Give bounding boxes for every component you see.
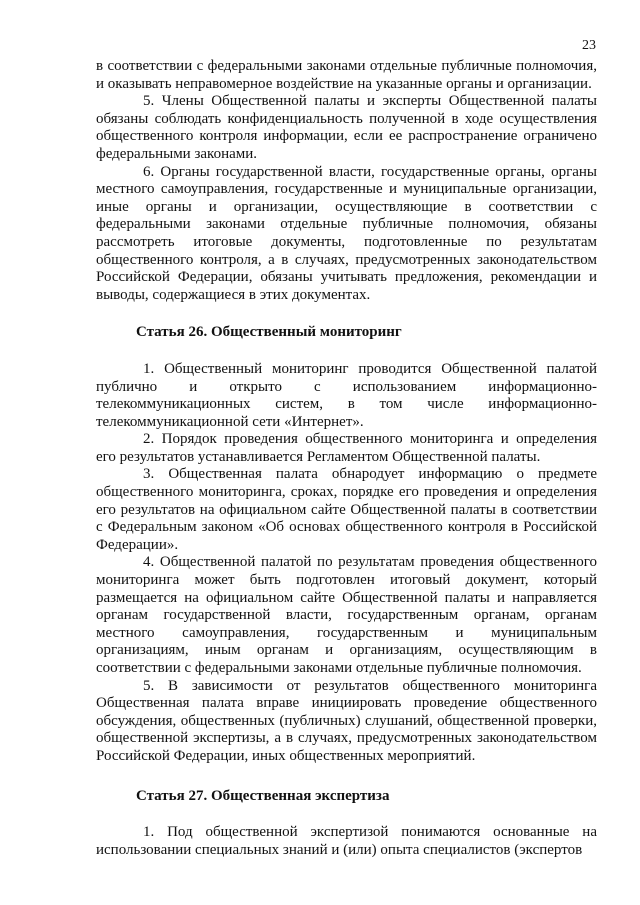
article-26-paragraph-5: 5. В зависимости от результатов общественного мониторинга Общественная палата вправе инициировать проведение общественного обсуждения, общественных (публичных) слушаний, общественной проверки, общественной экспертизы, а в случаях, предусмотренных законодательством Российской Федерации, иных общественных мероприятий.: [96, 677, 597, 764]
paragraph-confidentiality: 5. Члены Общественной палаты и эксперты Общественной палаты обязаны соблюдать конфиденциальность полученной в ходе осуществления общественного контроля информации, если ее распространение ограничено федеральными законами.: [96, 93, 597, 162]
article-26-heading: Статья 26. Общественный мониторинг: [136, 324, 402, 341]
article-27-paragraph-1: 1. Под общественной экспертизой понимаются основанные на использовании специальных знаний и (или) опыта специалистов (экспертов: [96, 824, 597, 858]
paragraph-continuation: в соответствии с федеральными законами отдельные публичные полномочия, и оказывать неправомерное воздействие на указанные органы и организации.: [96, 58, 597, 92]
article-27-heading: Статья 27. Общественная экспертиза: [136, 787, 390, 804]
document-body: [96, 58, 597, 859]
article-26-paragraph-1: 1. Общественный мониторинг проводится Общественной палатой публично и открыто с использованием информационно-телекоммуникационных систем, в том числе информационно-телекоммуникационной сети «Интернет».: [96, 360, 597, 430]
article-26-paragraph-4: 4. Общественной палатой по результатам проведения общественного мониторинга может быть подготовлен итоговый документ, который размещается на официальном сайте Общественной палаты и направляется органам государственной власти, государственным органам, органам местного самоуправления, государственным и муниципальным организациям, иным органам и организациям, осуществляющим в соответствии с федеральными законами отдельные публичные полномочия.: [96, 554, 597, 676]
page-number: 23: [582, 38, 596, 53]
article-26-paragraph-2: 2. Порядок проведения общественного мониторинга и определения его результатов устанавливается Регламентом Общественной палаты.: [96, 431, 597, 465]
paragraph-authorities-obligations: 6. Органы государственной власти, государственные органы, органы местного самоуправления, государственные и муниципальные организации, иные органы и организации, осуществляющие в соответствии с федеральными законами отдельные публичные полномочия, обязаны рассмотреть итоговые документы, подготовленные по результатам общественного контроля, а в случаях, предусмотренных законодательством Российской Федерации, обязаны учитывать предложения, рекомендации и выводы, содержащиеся в этих документах.: [96, 163, 597, 303]
article-26-paragraph-3: 3. Общественная палата обнародует информацию о предмете общественного мониторинга, сроках, порядке его проведения и определения его результатов на официальном сайте Общественной палаты в соответствии с Федеральным законом «Об основах общественного контроля в Российской Федерации».: [96, 466, 597, 553]
